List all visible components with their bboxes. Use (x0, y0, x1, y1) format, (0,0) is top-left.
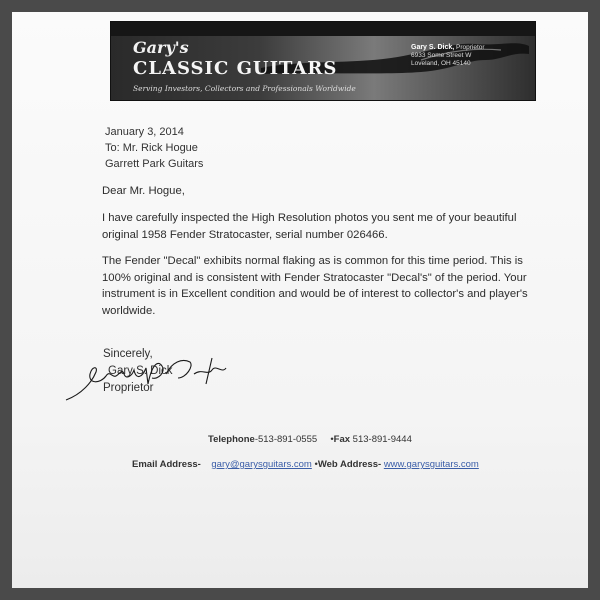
web-label: Web Address- (317, 459, 382, 470)
letter-date: January 3, 2014 (105, 126, 184, 138)
brand-name: CLASSIC GUITARS (133, 58, 338, 79)
letter-page (12, 12, 588, 588)
email-link[interactable]: gary@garysguitars.com (211, 459, 312, 470)
email-label: Email Address- (132, 459, 201, 470)
fax-value: 513-891-9444 (350, 434, 412, 445)
contact-name: Gary S. Dick, (411, 44, 455, 51)
contact-city: Loveland, OH 45140 (411, 60, 471, 67)
handwritten-signature (62, 354, 242, 404)
letterhead-top-band (111, 22, 535, 36)
telephone-value: -513-891-0555 (254, 434, 318, 445)
recipient-company: Garrett Park Guitars (105, 158, 204, 170)
body-paragraph-2: The Fender "Decal" exhibits normal flaking as is common for this time period. This is 100% original and is consistent with Fender Stratocaster "Decal's" of the period. Your instrument is in Excellent condition and would be of interest to collector's and player's worldwide. (102, 255, 528, 317)
recipient-block (105, 124, 203, 172)
phone-fax-line (208, 434, 412, 445)
telephone-label: Telephone (208, 434, 255, 445)
contact-role: Proprietor (456, 44, 485, 51)
web-bullet: • (314, 459, 318, 470)
letterhead-banner (110, 21, 536, 101)
brand-tagline: Serving Investors, Collectors and Professionals Worldwide (133, 84, 356, 93)
letterhead-contact (411, 44, 485, 68)
signer-name: Gary S. Dick (108, 365, 173, 377)
fax-bullet: • (330, 434, 334, 445)
salutation: Dear Mr. Hogue, (102, 185, 185, 197)
closing: Sincerely, (103, 348, 153, 360)
signer-title: Proprietor (103, 382, 154, 394)
contact-street: 6933 Some Street W (411, 52, 472, 59)
fax-label: Fax (333, 434, 351, 445)
web-link[interactable]: www.garysguitars.com (383, 459, 479, 470)
recipient-name: To: Mr. Rick Hogue (105, 142, 198, 154)
body-paragraph-1: I have carefully inspected the High Resolution photos you sent me of your beautiful original 1958 Fender Stratocaster, serial number 026466. (102, 212, 517, 241)
email-web-line (132, 459, 479, 470)
logo-script: Gary's (133, 38, 189, 57)
